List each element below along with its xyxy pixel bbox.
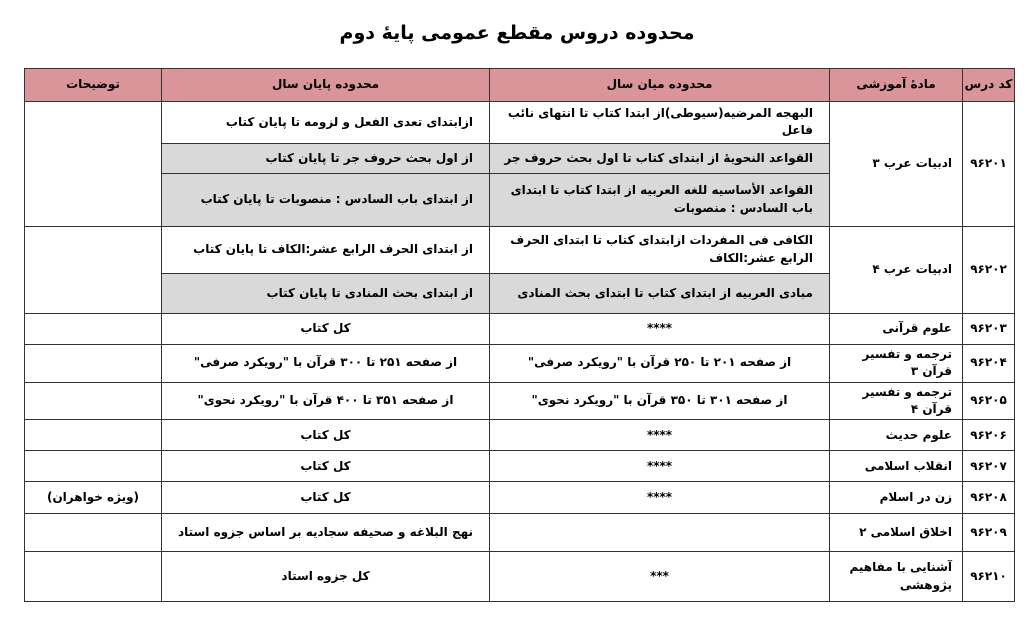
midterm-range: القواعد الأساسیه للغه العربیه از ابتدا کتاب تا ابتدای باب السادس : منصوبات [490, 173, 830, 226]
midterm-range [490, 514, 830, 552]
header-notes: توضیحات [25, 69, 162, 102]
course-code: ۹۶۲۰۶ [963, 420, 1015, 451]
header-final: محدوده پایان سال [162, 69, 490, 102]
course-range-table [24, 68, 1015, 602]
midterm-range: **** [490, 313, 830, 344]
final-range: کل جزوه استاد [162, 552, 490, 602]
course-notes: (ویژه خواهران) [25, 482, 162, 514]
course-subject: انقلاب اسلامی [830, 451, 963, 482]
course-code: ۹۶۲۰۲ [963, 226, 1015, 313]
header-code: کد درس [963, 69, 1015, 102]
course-subject: ترجمه و تفسیر قرآن ۴ [830, 382, 963, 420]
midterm-range: الکافی فی المفردات ازابتدای کتاب تا ابتدای الحرف الرابع عشر:الکاف [490, 226, 830, 273]
final-range: از ابتدای بحث المنادی تا پایان کتاب [162, 273, 490, 313]
table-row [25, 552, 1015, 602]
course-code: ۹۶۲۰۱ [963, 102, 1015, 227]
midterm-range: **** [490, 420, 830, 451]
table-row [25, 451, 1015, 482]
course-code: ۹۶۲۰۹ [963, 514, 1015, 552]
midterm-range: **** [490, 451, 830, 482]
course-subject: ترجمه و تفسیر قرآن ۳ [830, 344, 963, 382]
midterm-range: از صفحه ۳۰۱ تا ۳۵۰ قرآن با "رویکرد نحوی" [490, 382, 830, 420]
course-notes [25, 226, 162, 313]
midterm-range: از صفحه ۲۰۱ تا ۲۵۰ قرآن با "رویکرد صرفی" [490, 344, 830, 382]
final-range: نهج البلاغه و صحیفه سجادیه بر اساس جزوه استاد [162, 514, 490, 552]
table-row [25, 313, 1015, 344]
final-range: از صفحه ۳۵۱ تا ۴۰۰ قرآن با "رویکرد نحوی" [162, 382, 490, 420]
course-code: ۹۶۲۰۵ [963, 382, 1015, 420]
final-range: از صفحه ۲۵۱ تا ۳۰۰ قرآن با "رویکرد صرفی" [162, 344, 490, 382]
final-range: از ابتدای باب السادس : منصوبات تا پایان کتاب [162, 173, 490, 226]
header-midterm: محدوده میان سال [490, 69, 830, 102]
course-subject: آشنایی با مفاهیم پژوهشی [830, 552, 963, 602]
course-notes [25, 102, 162, 227]
table-row [25, 344, 1015, 382]
table-row [25, 420, 1015, 451]
final-range: کل کتاب [162, 420, 490, 451]
table-row [25, 514, 1015, 552]
course-code: ۹۶۲۱۰ [963, 552, 1015, 602]
header-subject: مادهٔ آموزشی [830, 69, 963, 102]
course-subject: ادبیات عرب ۴ [830, 226, 963, 313]
course-notes [25, 382, 162, 420]
final-range: کل کتاب [162, 482, 490, 514]
table-row [25, 382, 1015, 420]
page-title: محدوده دروس مقطع عمومی پایهٔ دوم [339, 22, 695, 44]
course-subject: اخلاق اسلامی ۲ [830, 514, 963, 552]
course-notes [25, 451, 162, 482]
course-code: ۹۶۲۰۷ [963, 451, 1015, 482]
midterm-range: **** [490, 482, 830, 514]
midterm-range: *** [490, 552, 830, 602]
final-range: از اول بحث حروف جر تا پایان کتاب [162, 143, 490, 173]
final-range: کل کتاب [162, 313, 490, 344]
midterm-range: البهجه المرضیه(سیوطی)از ابتدا کتاب تا انتهای نائب فاعل [490, 102, 830, 144]
course-notes [25, 420, 162, 451]
final-range: از ابتدای الحرف الرابع عشر:الکاف تا پایان کتاب [162, 226, 490, 273]
midterm-range: القواعد النحویهٔ از ابتدای کتاب تا اول بحث حروف جر [490, 143, 830, 173]
table-row [25, 102, 1015, 144]
course-notes [25, 344, 162, 382]
course-subject: ادبیات عرب ۳ [830, 102, 963, 227]
course-code: ۹۶۲۰۸ [963, 482, 1015, 514]
final-range: ازابتدای تعدی الفعل و لزومه تا پایان کتاب [162, 102, 490, 144]
course-notes [25, 313, 162, 344]
course-code: ۹۶۲۰۴ [963, 344, 1015, 382]
course-notes [25, 552, 162, 602]
table-row [25, 226, 1015, 273]
course-subject: زن در اسلام [830, 482, 963, 514]
final-range: کل کتاب [162, 451, 490, 482]
table-header-row [25, 69, 1015, 102]
course-subject: علوم حدیث [830, 420, 963, 451]
midterm-range: مبادی العربیه از ابتدای کتاب تا ابتدای بحث المنادی [490, 273, 830, 313]
course-notes [25, 514, 162, 552]
table-row [25, 482, 1015, 514]
course-code: ۹۶۲۰۳ [963, 313, 1015, 344]
course-subject: علوم قرآنی [830, 313, 963, 344]
